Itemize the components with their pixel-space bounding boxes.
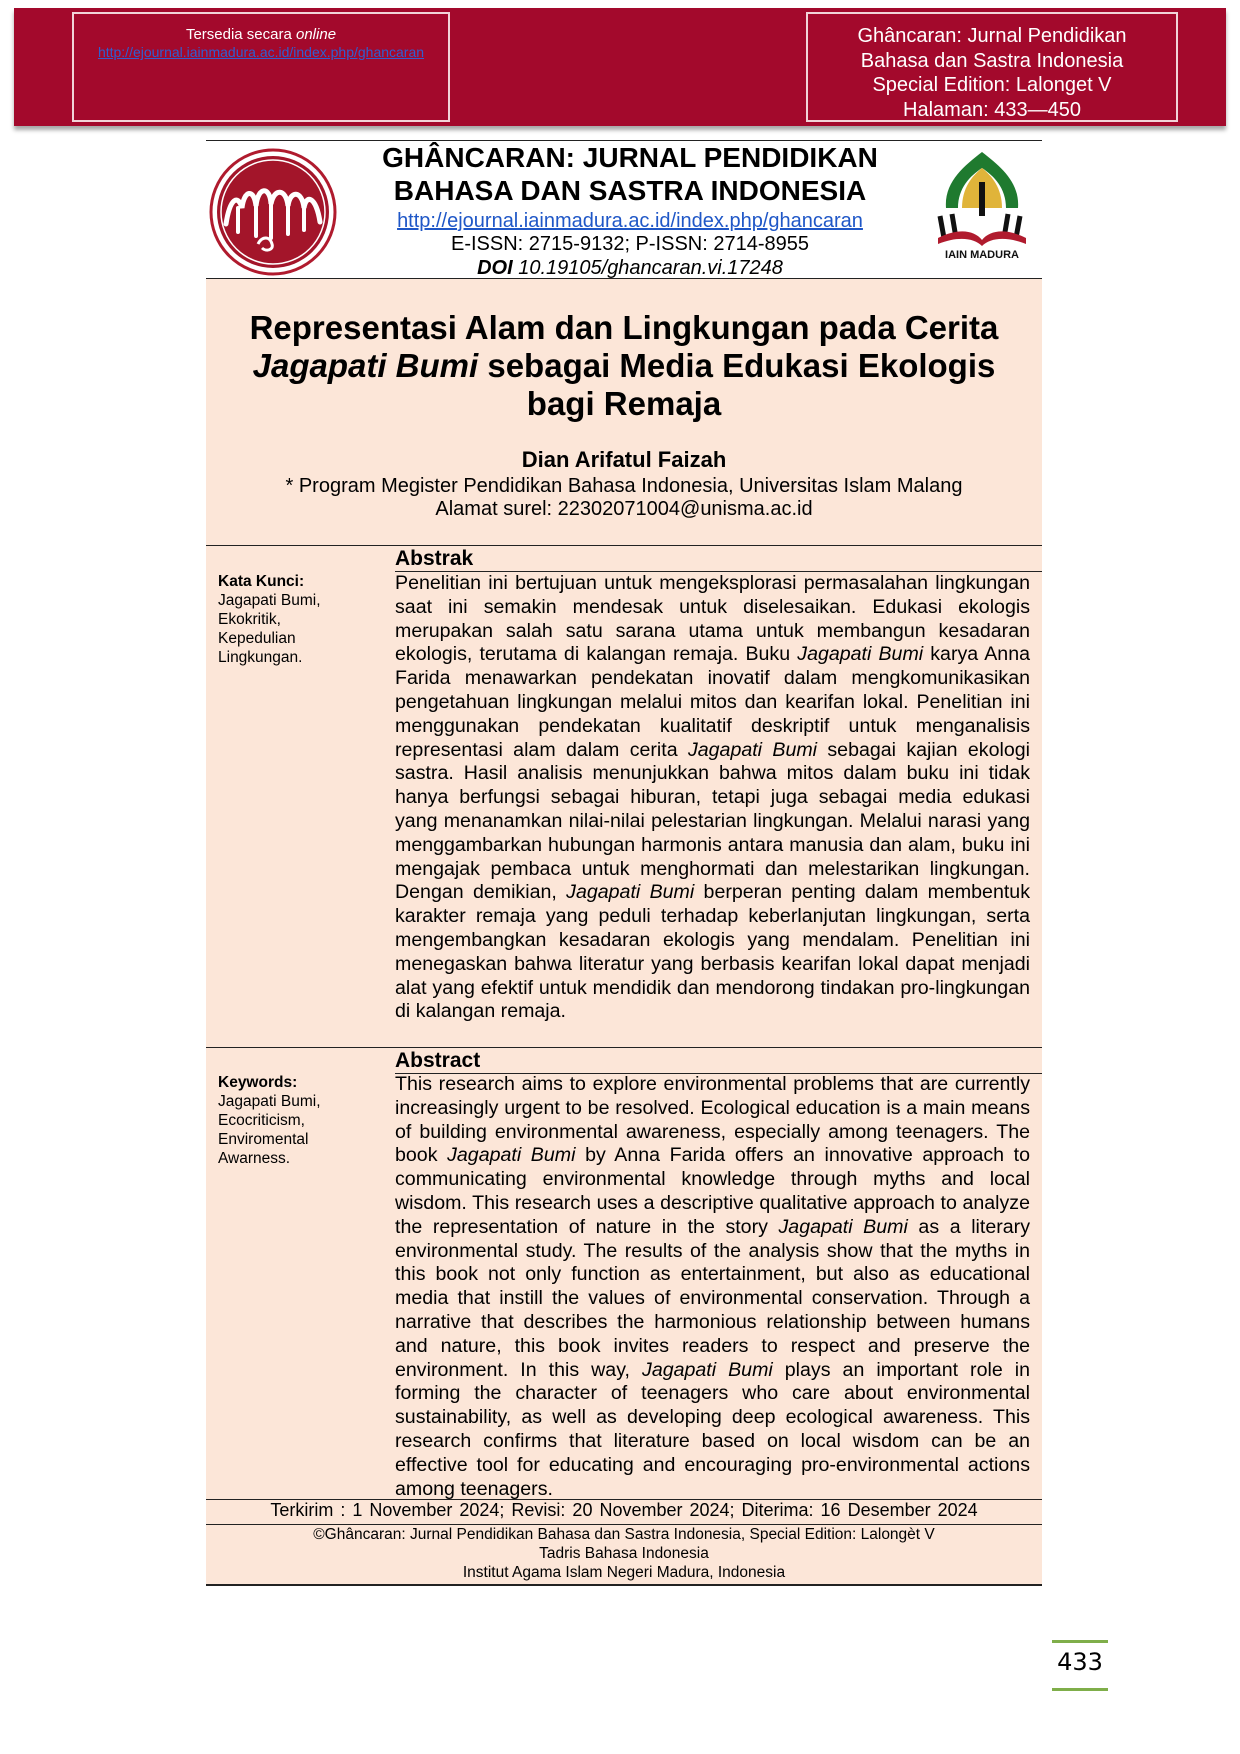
divider — [206, 1524, 1042, 1525]
issn: E-ISSN: 2715-9132; P-ISSN: 2714-8955 — [451, 233, 809, 255]
divider — [206, 1584, 1042, 1586]
banner-journal-link[interactable]: http://ejournal.iainmadura.ac.id/index.php/ghancaran — [97, 44, 425, 60]
abstrak-body: Penelitian ini bertujuan untuk mengeksplorasi permasalahan lingkungan saat ini semakin mendesak untuk diselesaikan. Edukasi ekologis merupakan salah satu sarana utama untuk membangun kesadaran ekologis, terutama di kalangan remaja. Buku Jagapati Bumi karya Anna Farida menawarkan pendekatan inovatif dalam mengkomunikasikan pengetahuan lingkungan melalui mitos dan kearifan lokal. Penelitian ini menggunakan pendekatan kualitatif deskriptif untuk menganalisis representasi alam dalam cerita Jagapati Bumi sebagai kajian ekologi sastra. Hasil analisis menunjukkan bahwa mitos dalam buku ini tidak hanya berfungsi sebagai hiburan, tetapi juga sebagai media edukasi yang menanamkan nilai-nilai pelestarian lingkungan. Melalui narasi yang menggambarkan hubungan harmonis antara manusia dan alam, buku ini mengajak pembaca untuk menghormati dan melestarikan lingkungan. Dengan demikian, Jagapati Bumi berperan penting dalam membentuk karakter remaja yang peduli terhadap keberlanjutan lingkungan, serta mengembangkan kesadaran ekologis yang mendalam. Penelitian ini menegaskan bahwa literatur yang berbasis kearifan lokal dapat menjadi alat yang efektif untuk mendidik dan mendorong tindakan pro-lingkungan di kalangan remaja. — [395, 572, 1030, 1023]
divider — [206, 1047, 1042, 1048]
availability-box — [72, 12, 450, 122]
keyword: Lingkungan. — [218, 649, 303, 666]
ghancaran-logo — [208, 146, 338, 278]
keyword: Jagapati Bumi, — [218, 592, 321, 609]
iain-logo-text: IAIN MADURA — [945, 249, 1019, 261]
keyword: Ekokritik, — [218, 611, 281, 628]
article-title: Representasi Alam dan Lingkungan pada Cerita Jagapati Bumi sebagai Media Edukasi Ekologis bagi Remaja — [249, 309, 999, 422]
top-banner — [14, 8, 1226, 126]
journal-title: GHÂNCARAN: JURNAL PENDIDIKAN BAHASA DAN SASTRA INDONESIA — [382, 142, 878, 206]
journal-url-link[interactable]: http://ejournal.iainmadura.ac.id/index.php/ghancaran — [397, 210, 863, 232]
department-line: Tadris Bahasa Indonesia — [539, 1545, 709, 1562]
page-number-bar — [1052, 1640, 1108, 1643]
journal-info-line: Special Edition: Lalonget V — [872, 74, 1112, 96]
institution-line: Institut Agama Islam Negeri Madura, Indonesia — [462, 1564, 786, 1581]
author-email: Alamat surel: 22302071004@unisma.ac.id — [435, 498, 813, 520]
page-number-bar — [1052, 1688, 1108, 1691]
submission-dates: Terkirim : 1 November 2024; Revisi: 20 November 2024; Diterima: 16 Desember 2024 — [270, 1500, 978, 1520]
keyword: Jagapati Bumi, — [218, 1093, 321, 1110]
page-range: Halaman: 433—450 — [903, 98, 1081, 121]
journal-info-line: Bahasa dan Sastra Indonesia — [860, 49, 1124, 72]
copyright-line: ©Ghâncaran: Jurnal Pendidikan Bahasa dan Sastra Indonesia, Special Edition: Lalongèt V — [313, 1526, 935, 1543]
abstract-body: This research aims to explore environmental problems that are currently increasingly urgent to be resolved. Ecological education is a main means of building environmental awareness, especially among teenagers. The book Jagapati Bumi by Anna Farida offers an innovative approach to communicating environmental knowledge through myths and local wisdom. This research uses a descriptive qualitative approach to analyze the representation of nature in the story Jagapati Bumi as a literary environmental study. The results of the analysis show that the myths in this book not only function as entertainment, but also as educational media that instill the values of environmental conservation. Through a narrative that describes the harmonious relationship between humans and nature, this book invites readers to respect and preserve the environment. In this way, Jagapati Bumi plays an important role in forming the character of teenagers who care about environmental sustainability, as well as developing deep ecological awareness. This research confirms that literature based on local wisdom can be an effective tool for educating and encouraging pro-environmental actions among teenagers. — [395, 1073, 1030, 1500]
online-note: Tersedia secara online — [185, 26, 337, 43]
divider — [206, 140, 1042, 141]
keyword: Enviromental — [218, 1131, 309, 1148]
page-number: 433 — [1057, 1648, 1103, 1676]
doi: DOI 10.19105/ghancaran.vi.17248 — [477, 257, 783, 279]
author-name: Dian Arifatul Faizah — [521, 447, 727, 472]
iain-madura-logo — [918, 146, 1046, 264]
keywords: Keywords: Jagapati Bumi, Ecocriticism, Enviromental Awarness. — [218, 1073, 373, 1168]
keyword: Kepedulian — [218, 630, 296, 647]
abstract-heading: Abstract — [395, 1049, 481, 1072]
divider — [206, 278, 1042, 279]
author-affiliation: * Program Megister Pendidikan Bahasa Indonesia, Universitas Islam Malang — [285, 475, 963, 497]
journal-info-box — [806, 12, 1178, 122]
keyword: Awarness. — [218, 1150, 291, 1167]
divider — [206, 545, 1042, 546]
keyword: Ecocriticism, — [218, 1112, 305, 1129]
journal-info-line: Ghâncaran: Jurnal Pendidikan — [857, 25, 1127, 47]
kata-kunci: Kata Kunci: Jagapati Bumi, Ekokritik, Kepedulian Lingkungan. — [218, 572, 373, 667]
abstrak-heading: Abstrak — [395, 547, 474, 570]
